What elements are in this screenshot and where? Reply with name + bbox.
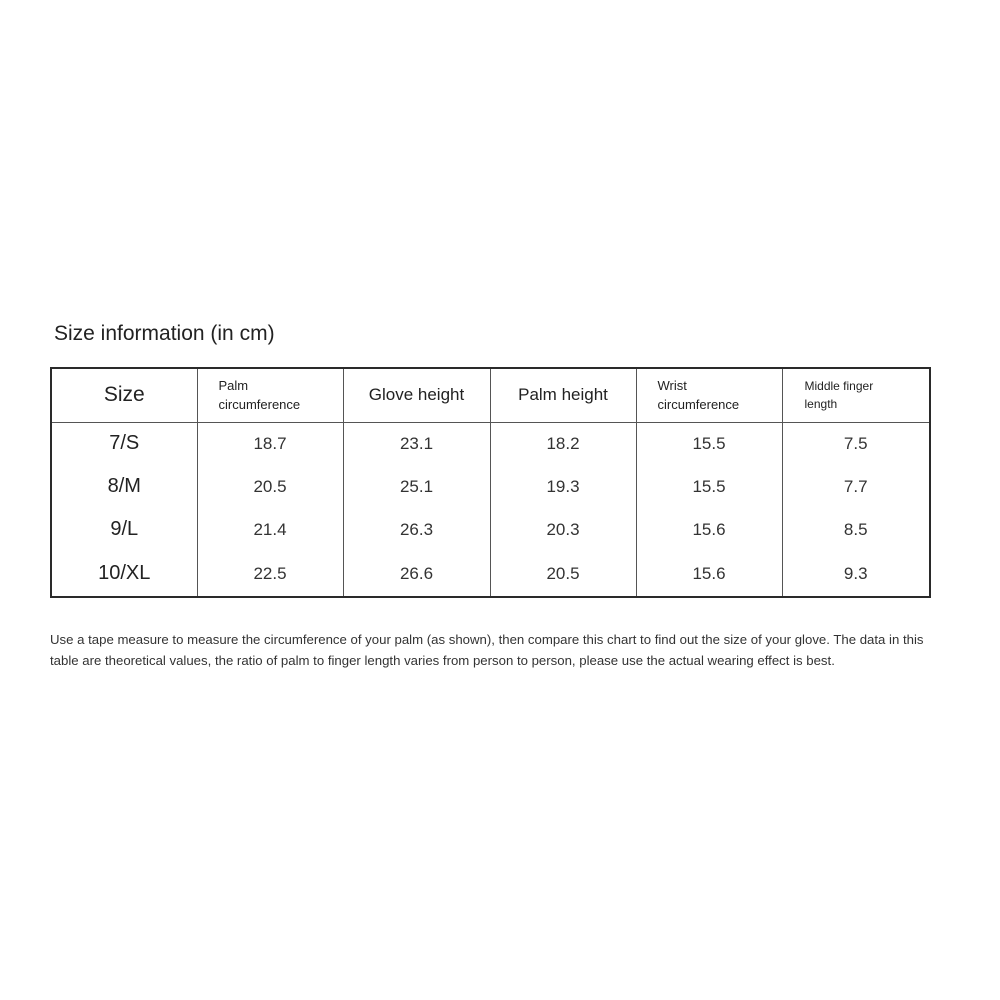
cell-wrist-circumference: 15.5 — [636, 465, 782, 508]
cell-palm-circumference: 20.5 — [197, 465, 343, 508]
cell-palm-circumference: 21.4 — [197, 508, 343, 551]
table-row — [51, 508, 930, 551]
header-glove-height: Glove height — [343, 368, 490, 422]
table-row — [51, 422, 930, 465]
cell-size: 7/S — [109, 432, 140, 455]
header-palm-circumference-line-1: Palm — [218, 378, 249, 394]
cell-palm-height: 20.5 — [490, 551, 636, 597]
cell-glove-height: 25.1 — [343, 465, 490, 508]
cell-glove-height: 26.3 — [343, 508, 490, 551]
cell-palm-circumference: 18.7 — [197, 422, 343, 465]
header-wrist-circumference-line-2: circumference — [657, 397, 740, 413]
table-row — [51, 465, 930, 508]
cell-palm-height: 19.3 — [490, 465, 636, 508]
cell-wrist-circumference: 15.6 — [636, 551, 782, 597]
cell-middle-finger-length: 7.5 — [782, 422, 930, 465]
cell-wrist-circumference: 15.5 — [636, 422, 782, 465]
table-header-row — [51, 368, 930, 422]
cell-wrist-circumference: 15.6 — [636, 508, 782, 551]
size-table — [50, 367, 931, 598]
header-size: Size — [51, 368, 197, 422]
cell-size: 8/M — [107, 475, 141, 497]
header-wrist-circumference — [636, 368, 782, 422]
cell-size: 10/XL — [98, 562, 151, 584]
header-middle-finger-length-line-1: Middle finger — [804, 379, 874, 394]
header-middle-finger-length-line-2: length — [804, 397, 838, 412]
cell-palm-height: 20.3 — [490, 508, 636, 551]
header-palm-circumference-line-2: circumference — [218, 397, 301, 413]
cell-middle-finger-length: 8.5 — [782, 508, 930, 551]
cell-glove-height: 23.1 — [343, 422, 490, 465]
header-palm-circumference — [197, 368, 343, 422]
cell-palm-height: 18.2 — [490, 422, 636, 465]
cell-middle-finger-length: 7.7 — [782, 465, 930, 508]
cell-palm-circumference: 22.5 — [197, 551, 343, 597]
header-middle-finger-length — [782, 368, 930, 422]
page-title: Size information (in cm) — [54, 322, 275, 345]
cell-middle-finger-length: 9.3 — [782, 551, 930, 597]
measurement-note: Use a tape measure to measure the circumference of your palm (as shown), then compare this chart to find out the size of your glove. The data in this table are theoretical values, the ratio of palm to finger length varies from person to person, please use the actual wearing effect is best. — [50, 632, 924, 668]
header-palm-height: Palm height — [490, 368, 636, 422]
cell-size: 9/L — [110, 518, 139, 540]
table-row — [51, 551, 930, 597]
cell-glove-height: 26.6 — [343, 551, 490, 597]
header-wrist-circumference-line-1: Wrist — [657, 378, 687, 394]
